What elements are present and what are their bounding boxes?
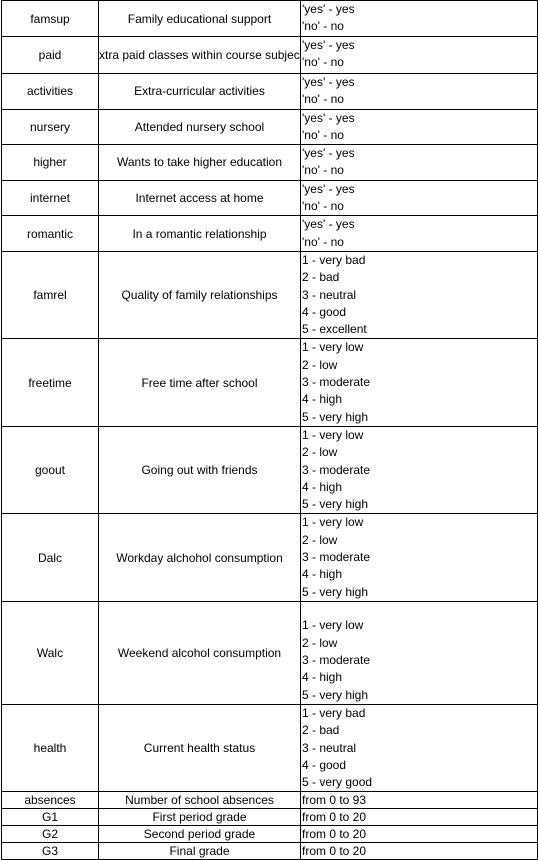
value-item: 1 - very low [302, 340, 364, 355]
attribute-description: Wants to take higher education [99, 145, 301, 181]
value-item: 5 - very high [302, 687, 369, 702]
attribute-values [301, 792, 538, 809]
attribute-table [1, 0, 538, 860]
value-item: 'yes' - yes [302, 217, 355, 232]
value-item: 5 - very good [302, 775, 373, 790]
attribute-description: Free time after school [99, 339, 301, 426]
attribute-name: nursery [2, 109, 99, 145]
attribute-name: internet [2, 180, 99, 216]
value-item: 3 - neutral [302, 287, 357, 302]
attribute-values [301, 1, 538, 37]
value-item: 'yes' - yes [302, 110, 355, 125]
value-item: 3 - moderate [302, 653, 371, 668]
value-item: 3 - moderate [302, 550, 371, 565]
table-row [2, 426, 538, 513]
attribute-name: famrel [2, 251, 99, 338]
value-item: 'no' - no [302, 55, 344, 70]
attribute-name: health [2, 704, 99, 791]
attribute-name: G1 [2, 809, 99, 826]
attribute-name: romantic [2, 216, 99, 252]
value-item: 4 - high [302, 670, 343, 685]
attribute-name: famsup [2, 1, 99, 37]
attribute-name: activities [2, 74, 99, 110]
attribute-values [301, 109, 538, 145]
attribute-description: First period grade [99, 809, 301, 826]
value-item: 5 - very high [302, 497, 369, 512]
value-item: 3 - neutral [302, 740, 357, 755]
attribute-values [301, 180, 538, 216]
attribute-description: Weekend alcohol consumption [99, 601, 301, 704]
value-item: 2 - bad [302, 270, 340, 285]
value-item: 'yes' - yes [302, 2, 355, 16]
attribute-values [301, 704, 538, 791]
value-item: 'yes' - yes [302, 146, 355, 161]
attribute-name: higher [2, 145, 99, 181]
value-item: 1 - very low [302, 427, 364, 442]
table-row [2, 1, 538, 37]
table-row [2, 109, 538, 145]
attribute-description: xtra paid classes within course subjec [99, 37, 301, 74]
value-item: 4 - high [302, 479, 343, 494]
value-item: 'no' - no [302, 92, 344, 107]
table-row [2, 251, 538, 338]
value-item: 'no' - no [302, 234, 344, 249]
value-item: 2 - low [302, 635, 338, 650]
attribute-description: Number of school absences [99, 792, 301, 809]
value-item: 'no' - no [302, 127, 344, 142]
attribute-description: Workday alchohol consumption [99, 514, 301, 601]
value-item: from 0 to 20 [302, 844, 367, 859]
attribute-values [301, 145, 538, 181]
value-item: 1 - very bad [302, 705, 366, 720]
attribute-description: Final grade [99, 843, 301, 860]
value-item: 'no' - no [302, 199, 344, 214]
attribute-description: Extra-curricular activities [99, 74, 301, 110]
value-item: 1 - very low [302, 515, 364, 530]
attribute-name: absences [2, 792, 99, 809]
attribute-description: In a romantic relationship [99, 216, 301, 252]
table-row [2, 216, 538, 252]
attribute-description: Going out with friends [99, 426, 301, 513]
attribute-values [301, 251, 538, 338]
value-item: 2 - bad [302, 723, 340, 738]
value-item: 4 - high [302, 567, 343, 582]
table-row [2, 74, 538, 110]
attribute-values [301, 74, 538, 110]
table-row [2, 180, 538, 216]
value-item: 4 - good [302, 304, 347, 319]
attribute-values [301, 37, 538, 74]
attribute-values [301, 514, 538, 601]
value-item: 1 - very bad [302, 252, 366, 267]
attribute-name: Dalc [2, 514, 99, 601]
value-item: 'no' - no [302, 19, 344, 34]
attribute-values [301, 426, 538, 513]
attribute-name: paid [2, 37, 99, 74]
table-row [2, 826, 538, 843]
value-item: 2 - low [302, 532, 338, 547]
attribute-name: Walc [2, 601, 99, 704]
value-item: 1 - very low [302, 618, 364, 633]
table-row [2, 514, 538, 601]
table-row [2, 145, 538, 181]
value-item: 'yes' - yes [302, 75, 355, 89]
attribute-description: Quality of family relationships [99, 251, 301, 338]
attribute-name: G2 [2, 826, 99, 843]
value-item: 'yes' - yes [302, 181, 355, 196]
value-item: 4 - high [302, 392, 343, 407]
value-item: from 0 to 20 [302, 810, 367, 825]
value-item: 3 - moderate [302, 375, 371, 390]
value-item: 5 - very high [302, 584, 369, 599]
attribute-values [301, 216, 538, 252]
value-item: 4 - good [302, 757, 347, 772]
attribute-description: Family educational support [99, 1, 301, 37]
value-item: 5 - very high [302, 409, 369, 424]
value-item: 5 - excellent [302, 322, 367, 337]
value-item: 'no' - no [302, 163, 344, 178]
attribute-values [301, 826, 538, 843]
attribute-name: G3 [2, 843, 99, 860]
value-item: 2 - low [302, 357, 338, 372]
attribute-values [301, 339, 538, 426]
attribute-values [301, 601, 538, 704]
table-row [2, 339, 538, 426]
attribute-description: Internet access at home [99, 180, 301, 216]
attribute-description: Current health status [99, 704, 301, 791]
value-item: from 0 to 20 [302, 827, 367, 842]
attribute-name: goout [2, 426, 99, 513]
attribute-description: Attended nursery school [99, 109, 301, 145]
value-item: 2 - low [302, 445, 338, 460]
table-row [2, 601, 538, 704]
table-row [2, 704, 538, 791]
attribute-description: Second period grade [99, 826, 301, 843]
value-item: 'yes' - yes [302, 38, 355, 52]
table-row [2, 843, 538, 860]
table-row [2, 792, 538, 809]
attribute-values [301, 809, 538, 826]
table-row [2, 37, 538, 74]
table-row [2, 809, 538, 826]
attribute-values [301, 843, 538, 860]
value-item: from 0 to 93 [302, 793, 367, 808]
attribute-name: freetime [2, 339, 99, 426]
value-item: 3 - moderate [302, 462, 371, 477]
